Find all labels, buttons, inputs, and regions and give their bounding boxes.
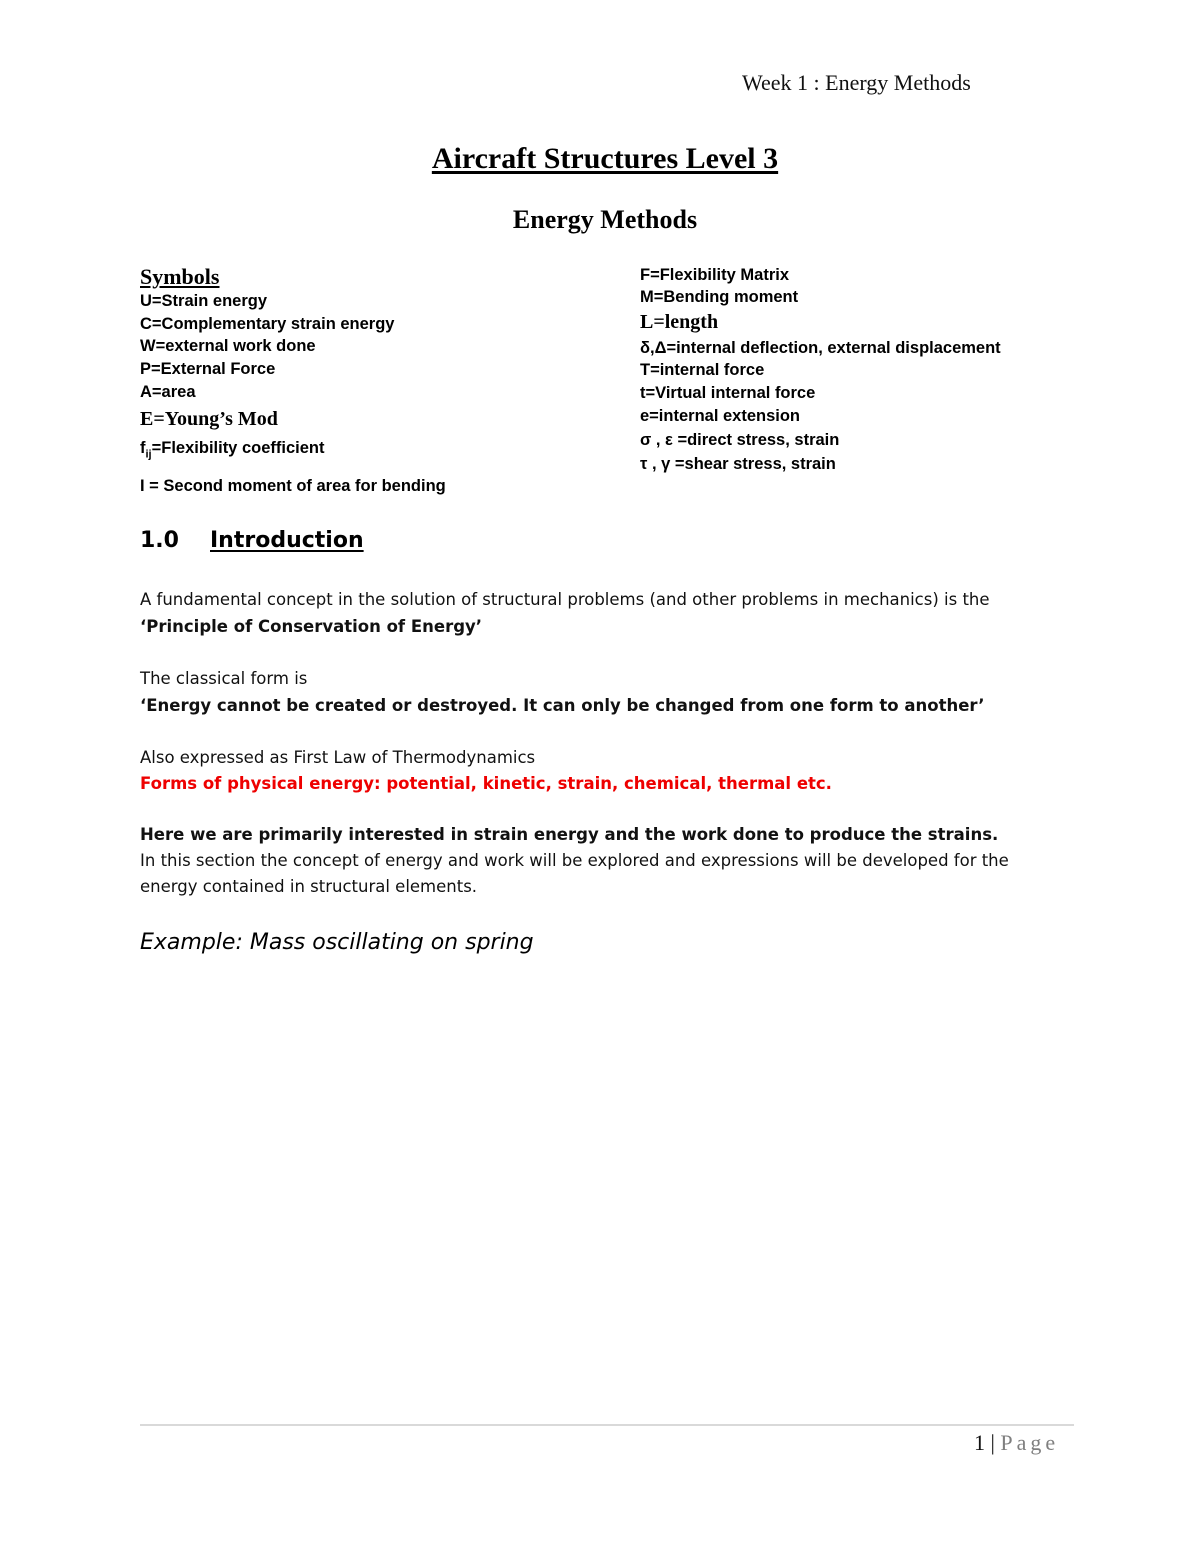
energy-forms-highlight: Forms of physical energy: potential, kinetic, strain, chemical, thermal etc. (140, 774, 832, 793)
page-label: Page (1000, 1430, 1060, 1455)
symbol-flexibility-subscript: ij (145, 448, 152, 461)
symbol-bending-moment: M=Bending moment (640, 288, 799, 306)
symbol-flexibility-base: f (140, 439, 146, 457)
symbol-virtual-force: t=Virtual internal force (640, 384, 816, 402)
symbol-youngs-modulus: E=Young’s Mod (140, 408, 278, 430)
symbol-flexibility-matrix: F=Flexibility Matrix (640, 266, 789, 284)
symbols-heading: Symbols (140, 264, 220, 289)
symbol-internal-extension: e=internal extension (640, 407, 801, 425)
paragraph-line: energy contained in structural elements. (140, 877, 478, 896)
symbol-shear-stress: τ , γ =shear stress, strain (640, 455, 836, 473)
symbol-flexibility-coefficient (140, 439, 324, 460)
paragraph-line: In this section the concept of energy and work will be explored and expressions will be developed for the (140, 851, 1009, 870)
section-number: 1.0 (140, 528, 179, 553)
principle-name: ‘Principle of Conservation of Energy’ (140, 617, 483, 636)
strain-energy-focus: Here we are primarily interested in strain energy and the work done to produce the strains. (140, 825, 999, 844)
paragraph-line: The classical form is (140, 669, 308, 688)
conservation-statement: ‘Energy cannot be created or destroyed. It can only be changed from one form to another’ (140, 696, 985, 715)
running-header: Week 1 : Energy Methods (742, 70, 971, 95)
symbol-second-moment: I = Second moment of area for bending (140, 477, 446, 495)
footer-divider (140, 1424, 1074, 1426)
symbol-internal-force: T=internal force (640, 361, 765, 379)
paragraph-line: A fundamental concept in the solution of structural problems (and other problems in mechanics) is the (140, 590, 990, 609)
symbol-external-work: W=external work done (140, 337, 316, 355)
symbol-direct-stress: σ , ε =direct stress, strain (640, 431, 840, 449)
page-number: 1 (974, 1430, 985, 1455)
paragraph-line: Also expressed as First Law of Thermodynamics (140, 748, 536, 767)
section-title-text: Introduction (210, 528, 364, 553)
page-footer (974, 1430, 1059, 1456)
symbol-deflection: δ,Δ=internal deflection, external displacement (640, 339, 1001, 357)
symbol-external-force: P=External Force (140, 360, 276, 378)
symbol-complementary-energy: C=Complementary strain energy (140, 315, 395, 333)
symbol-area: A=area (140, 383, 196, 401)
symbol-flexibility-text: =Flexibility coefficient (151, 439, 325, 457)
document-title: Aircraft Structures Level 3 (431, 142, 779, 175)
section-heading (140, 528, 364, 553)
symbol-strain-energy: U=Strain energy (140, 292, 268, 310)
footer-separator: | (990, 1430, 995, 1455)
example-heading: Example: Mass oscillating on spring (140, 930, 534, 955)
document-subtitle: Energy Methods (512, 205, 698, 234)
symbol-length: L=length (640, 311, 719, 333)
